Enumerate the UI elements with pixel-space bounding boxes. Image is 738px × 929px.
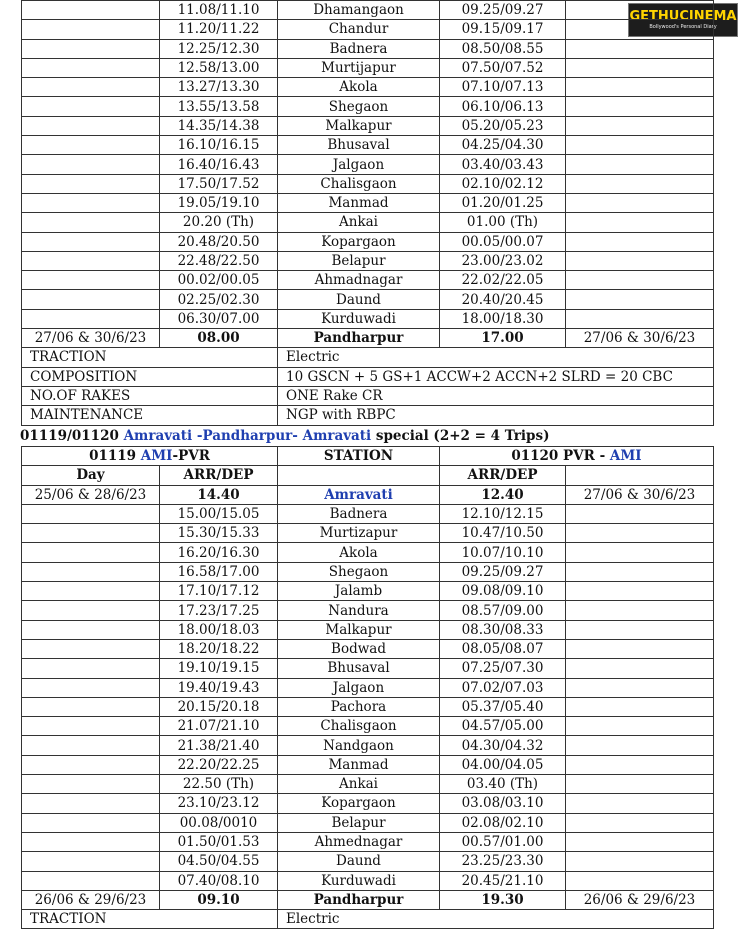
day-cell-right [566,97,714,116]
arr-dep-return-cell: 08.50/08.55 [440,39,566,58]
day-cell [22,775,160,794]
arr-dep-return-cell: 22.02/22.05 [440,271,566,290]
arr-dep-return-cell: 10.07/10.10 [440,543,566,562]
day-cell [22,524,160,543]
info-label: NO.OF RAKES [22,386,278,405]
lower-timetable [21,446,714,929]
day-cell-right [566,251,714,270]
day-cell-right [566,290,714,309]
arr-dep-cell: 07.40/08.10 [160,871,278,890]
arr-dep-return-cell: 05.20/05.23 [440,116,566,135]
table-row [22,1,714,20]
table-row [22,78,714,97]
arr-dep-cell: 16.10/16.15 [160,136,278,155]
arr-dep-return-cell: 04.00/04.05 [440,755,566,774]
arr-dep-cell: 11.08/11.10 [160,1,278,20]
day-cell-right [566,620,714,639]
day-cell [22,678,160,697]
terminal-dep: 17.00 [440,329,566,348]
station-cell: Manmad [278,755,440,774]
day-cell [22,116,160,135]
day-header-right [566,466,714,485]
station-cell: Murtizapur [278,524,440,543]
day-header: Day [22,466,160,485]
arr-dep-cell: 20.20 (Th) [160,213,278,232]
day-cell-right [566,601,714,620]
day-cell-right [566,20,717,39]
table-row [22,155,714,174]
table-row [22,213,714,232]
table-row [22,20,714,39]
station-cell: Bhusaval [278,659,440,678]
station-cell: Kopargaon [278,232,440,251]
arr-dep-cell: 16.40/16.43 [160,155,278,174]
station-cell: Malkapur [278,620,440,639]
table-row [22,562,714,581]
day-cell [22,832,160,851]
table-row [22,871,714,890]
arr-dep-return-cell: 00.57/01.00 [440,832,566,851]
day-cell-right [566,155,714,174]
day-cell-right [566,582,714,601]
info-row [22,367,714,386]
day-cell [22,213,160,232]
station-cell: Murtijapur [278,58,440,77]
station-cell: Kurduwadi [278,309,440,328]
watermark-title: GETHUCINEMA [629,9,737,24]
arr-dep-cell: 19.10/19.15 [160,659,278,678]
arr-dep-return-cell: 03.08/03.10 [440,794,566,813]
day-cell [22,1,160,20]
day-cell [22,582,160,601]
table-row [22,639,714,658]
arr-dep-cell: 17.23/17.25 [160,601,278,620]
day-cell-right [566,58,714,77]
table-row [22,620,714,639]
day-cell-right [566,1,714,20]
arr-dep-cell: 22.48/22.50 [160,251,278,270]
table-row [22,174,714,193]
arr-dep-cell: 23.10/23.12 [160,794,278,813]
day-cell-right [566,504,714,523]
arr-dep-return-cell: 03.40/03.43 [440,155,566,174]
info-value: NGP with RBPC [278,406,714,425]
station-cell: Ankai [278,213,440,232]
arr-dep-return-cell: 05.37/05.40 [440,697,566,716]
day-cell-right [566,116,714,135]
station-cell: Ahmadnagar [278,271,440,290]
station-cell: Jalamb [278,582,440,601]
arr-dep-return-cell: 18.00/18.30 [440,309,566,328]
arr-dep-return-cell: 09.25/09.27 [440,562,566,581]
arr-dep-return-cell: 02.08/02.10 [440,813,566,832]
terminal-row [22,329,714,348]
station-cell: Chalisgaon [278,717,440,736]
terminal-station: Pandharpur [278,329,440,348]
train-01120-header: 01120 PVR - AMI [440,447,714,466]
arr-dep-cell: 15.00/15.05 [160,504,278,523]
table-row [22,504,714,523]
table-row [22,136,714,155]
day-cell [22,290,160,309]
day-cell-right [566,775,714,794]
terminal-day-right: 26/06 & 29/6/23 [566,890,714,909]
station-cell: Pachora [278,697,440,716]
arr-dep-cell: 19.05/19.10 [160,193,278,212]
day-cell-right [566,832,714,851]
day-cell [22,232,160,251]
arr-dep-cell: 00.08/0010 [160,813,278,832]
station-cell: Nandgaon [278,736,440,755]
info-row [22,910,714,929]
day-cell [22,136,160,155]
day-cell-right [566,562,714,581]
station-cell: Malkapur [278,116,440,135]
day-cell [22,78,160,97]
station-cell: Badnera [278,39,440,58]
origin-row [22,485,714,504]
arr-dep-cell: 15.30/15.33 [160,524,278,543]
station-cell: Dhamangaon [278,1,440,20]
table-row [22,717,714,736]
table-row [22,39,714,58]
station-cell: Belapur [278,251,440,270]
day-cell [22,794,160,813]
arr-dep-cell: 18.00/18.03 [160,620,278,639]
arr-dep-return-cell: 23.00/23.02 [440,251,566,270]
day-cell [22,309,160,328]
arr-dep-cell: 20.48/20.50 [160,232,278,251]
arr-dep-cell: 16.58/17.00 [160,562,278,581]
terminal-day-left: 27/06 & 30/6/23 [22,329,160,348]
day-cell-right [566,871,714,890]
watermark-tagline: Bollywood's Personal Diary [649,24,717,30]
arr-dep-return-cell: 04.25/04.30 [440,136,566,155]
arr-dep-return-cell: 01.20/01.25 [440,193,566,212]
day-cell [22,251,160,270]
arr-dep-cell: 13.55/13.58 [160,97,278,116]
day-cell-right [566,794,714,813]
arr-dep-return-cell: 09.15/09.17 [440,20,566,39]
info-label: TRACTION [22,910,278,929]
arr-dep-return-cell: 03.40 (Th) [440,775,566,794]
arr-dep-return-cell: 07.10/07.13 [440,78,566,97]
station-cell: Daund [278,290,440,309]
arr-dep-cell: 12.25/12.30 [160,39,278,58]
day-cell-right [566,678,714,697]
info-row [22,406,714,425]
day-cell [22,543,160,562]
lower-header-row-1 [22,447,714,466]
station-cell: Ankai [278,775,440,794]
arr-dep-cell: 21.38/21.40 [160,736,278,755]
day-cell [22,39,160,58]
day-cell [22,20,160,39]
station-cell: Shegaon [278,562,440,581]
table-row [22,755,714,774]
station-cell: Daund [278,852,440,871]
station-cell: Jalgaon [278,155,440,174]
origin-day-right: 27/06 & 30/6/23 [566,485,714,504]
arr-dep-cell: 19.40/19.43 [160,678,278,697]
table-row [22,232,714,251]
station-cell: Ahmednagar [278,832,440,851]
arr-dep-return-cell: 01.00 (Th) [440,213,566,232]
route-name: Amravati -Pandharpur- Amravati [123,428,372,444]
day-cell [22,174,160,193]
info-value: 10 GSCN + 5 GS+1 ACCW+2 ACCN+2 SLRD = 20 CBC [278,367,714,386]
table-row [22,832,714,851]
day-cell [22,736,160,755]
table-row [22,659,714,678]
day-cell-right [566,813,714,832]
station-cell: Bhusaval [278,136,440,155]
day-cell [22,639,160,658]
info-row [22,386,714,405]
arr-dep-cell: 02.25/02.30 [160,290,278,309]
lower-timetable-body [22,447,714,505]
day-cell [22,504,160,523]
day-cell-right [566,309,714,328]
day-cell-right [566,852,714,871]
table-row [22,736,714,755]
lower-header-row-2 [22,466,714,485]
info-label: MAINTENANCE [22,406,278,425]
arr-dep-cell: 00.02/00.05 [160,271,278,290]
info-value: Electric [278,910,714,929]
origin-dep: 14.40 [160,485,278,504]
station-cell: Akola [278,78,440,97]
arr-dep-cell: 16.20/16.30 [160,543,278,562]
day-cell [22,601,160,620]
table-row [22,813,714,832]
table-row [22,794,714,813]
info-label: COMPOSITION [22,367,278,386]
terminal-day-left: 26/06 & 29/6/23 [22,890,160,909]
table-row [22,116,714,135]
arr-dep-cell: 18.20/18.22 [160,639,278,658]
station-cell: Nandura [278,601,440,620]
station-cell: Badnera [278,504,440,523]
arr-dep-cell: 13.27/13.30 [160,78,278,97]
terminal-arr: 08.00 [160,329,278,348]
day-cell [22,562,160,581]
day-cell-right [566,136,714,155]
day-cell [22,620,160,639]
table-row [22,58,714,77]
arr-dep-return-cell: 23.25/23.30 [440,852,566,871]
day-cell [22,193,160,212]
arr-dep-return-cell: 09.08/09.10 [440,582,566,601]
train-numbers: 01119/01120 [20,428,119,444]
day-cell-right [566,39,714,58]
day-cell [22,659,160,678]
day-cell [22,871,160,890]
lower-timetable-stops [22,504,714,929]
arr-dep-cell: 21.07/21.10 [160,717,278,736]
day-cell-right [566,174,714,193]
origin-station: Amravati [278,485,440,504]
table-row [22,601,714,620]
lower-table-title [20,428,549,444]
day-cell-right [566,697,714,716]
arr-dep-cell: 20.15/20.18 [160,697,278,716]
arr-dep-cell: 22.20/22.25 [160,755,278,774]
arr-dep-return-cell: 12.10/12.15 [440,504,566,523]
table-row [22,309,714,328]
table-row [22,271,714,290]
day-cell-right [566,193,714,212]
info-value: Electric [278,348,714,367]
arr-dep-cell: 17.50/17.52 [160,174,278,193]
station-cell: Kopargaon [278,794,440,813]
arr-dep-cell: 12.58/13.00 [160,58,278,77]
table-row [22,678,714,697]
table-row [22,852,714,871]
station-cell: Jalgaon [278,678,440,697]
upper-timetable [21,0,717,426]
terminal-row [22,890,714,909]
day-cell-right [566,639,714,658]
day-cell [22,58,160,77]
day-cell [22,271,160,290]
station-header: STATION [278,447,440,466]
day-cell [22,697,160,716]
arr-dep-return-cell: 20.40/20.45 [440,290,566,309]
train-01119-header: 01119 AMI-PVR [22,447,278,466]
day-cell-right [566,213,714,232]
arr-dep-return-cell: 07.25/07.30 [440,659,566,678]
station-cell: Chalisgaon [278,174,440,193]
day-cell-right [566,736,714,755]
day-cell [22,155,160,174]
station-cell: Manmad [278,193,440,212]
origin-arr: 12.40 [440,485,566,504]
arr-dep-cell: 14.35/14.38 [160,116,278,135]
arr-dep-cell: 06.30/07.00 [160,309,278,328]
arr-dep-cell: 17.10/17.12 [160,582,278,601]
table-row [22,524,714,543]
table-row [22,290,714,309]
arr-dep-return-cell: 04.57/05.00 [440,717,566,736]
table-row [22,251,714,270]
station-cell: Chandur [278,20,440,39]
arr-dep-header-left: ARR/DEP [160,466,278,485]
station-cell: Akola [278,543,440,562]
arr-dep-return-cell: 08.57/09.00 [440,601,566,620]
terminal-station: Pandharpur [278,890,440,909]
arr-dep-return-cell: 04.30/04.32 [440,736,566,755]
day-cell [22,813,160,832]
info-value: ONE Rake CR [278,386,714,405]
info-label: TRACTION [22,348,278,367]
arr-dep-cell: 04.50/04.55 [160,852,278,871]
day-cell [22,852,160,871]
arr-dep-header-right: ARR/DEP [440,466,566,485]
arr-dep-cell: 22.50 (Th) [160,775,278,794]
day-cell-right [566,78,714,97]
station-cell: Bodwad [278,639,440,658]
arr-dep-return-cell: 08.05/08.07 [440,639,566,658]
station-spacer [278,466,440,485]
arr-dep-return-cell: 09.25/09.27 [440,1,566,20]
station-cell: Kurduwadi [278,871,440,890]
day-cell [22,717,160,736]
arr-dep-return-cell: 20.45/21.10 [440,871,566,890]
arr-dep-return-cell: 00.05/00.07 [440,232,566,251]
arr-dep-return-cell: 02.10/02.12 [440,174,566,193]
table-row [22,543,714,562]
arr-dep-return-cell: 10.47/10.50 [440,524,566,543]
day-cell-right [566,717,714,736]
table-row [22,97,714,116]
day-cell-right [566,755,714,774]
station-cell: Belapur [278,813,440,832]
table-row [22,775,714,794]
station-cell: Shegaon [278,97,440,116]
arr-dep-return-cell: 07.50/07.52 [440,58,566,77]
arr-dep-return-cell: 08.30/08.33 [440,620,566,639]
day-cell-right [566,524,714,543]
terminal-arr: 09.10 [160,890,278,909]
table-row [22,582,714,601]
day-cell-right [566,271,714,290]
table-row [22,697,714,716]
table-row [22,193,714,212]
day-cell [22,97,160,116]
arr-dep-cell: 11.20/11.22 [160,20,278,39]
day-cell [22,755,160,774]
day-cell-right [566,543,714,562]
origin-day-left: 25/06 & 28/6/23 [22,485,160,504]
arr-dep-return-cell: 07.02/07.03 [440,678,566,697]
terminal-day-right: 27/06 & 30/6/23 [566,329,714,348]
upper-timetable-body [22,1,717,426]
day-cell-right [566,232,714,251]
info-row [22,348,714,367]
arr-dep-return-cell: 06.10/06.13 [440,97,566,116]
arr-dep-cell: 01.50/01.53 [160,832,278,851]
terminal-dep: 19.30 [440,890,566,909]
trip-info: special (2+2 = 4 Trips) [375,428,550,444]
day-cell-right [566,659,714,678]
